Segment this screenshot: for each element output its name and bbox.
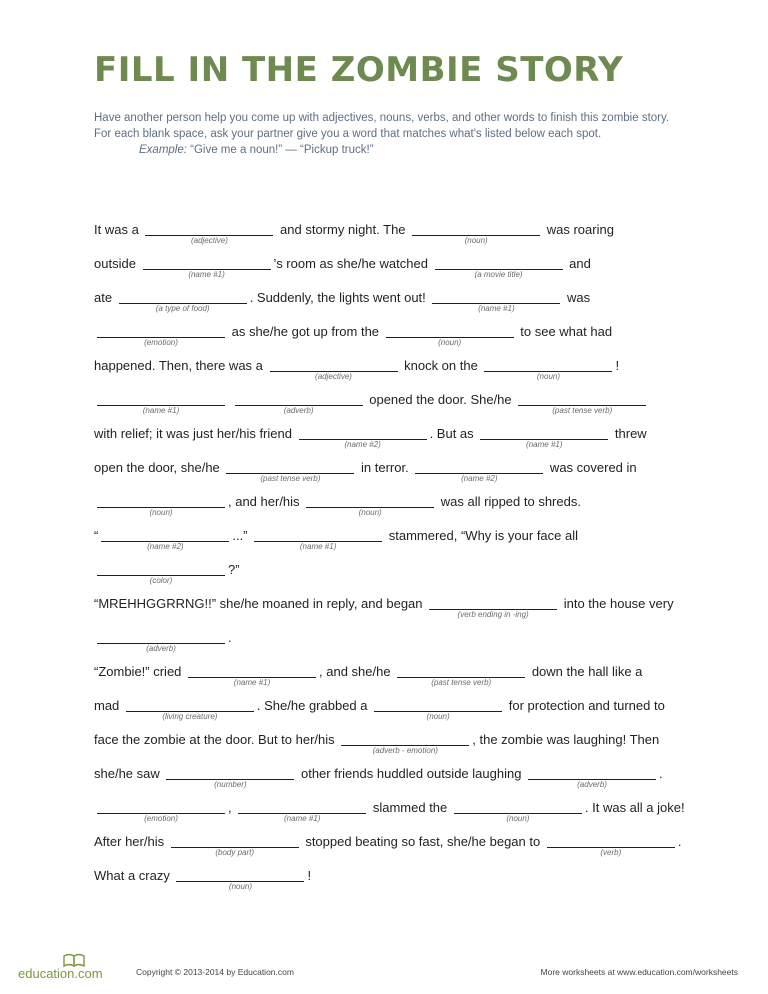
- fill-in-blank[interactable]: [176, 868, 304, 891]
- blank-hint: (noun): [149, 508, 173, 517]
- blank-hint: (name #1): [284, 814, 321, 823]
- blank-hint: (name #1): [233, 678, 271, 687]
- fill-in-blank[interactable]: [432, 290, 560, 313]
- fill-in-blank[interactable]: [299, 426, 427, 449]
- story-text: down the hall like a: [528, 664, 643, 679]
- blank-hint: (noun): [358, 508, 382, 517]
- blank-hint: (number): [214, 780, 247, 789]
- story-text: was all ripped to shreds.: [437, 494, 581, 509]
- story-text: and stormy night. The: [276, 222, 410, 237]
- story-line: [94, 834, 694, 868]
- blank-hint: (verb): [600, 848, 622, 857]
- story-text: .: [228, 630, 232, 645]
- blank-hint: (noun): [228, 882, 253, 891]
- story-line: [94, 698, 694, 732]
- story-text: was: [563, 290, 591, 305]
- fill-in-blank[interactable]: [126, 698, 254, 721]
- story-text: to see what had: [516, 324, 613, 339]
- story-text: stammered, “Why is your face all: [385, 528, 579, 543]
- fill-in-blank[interactable]: [145, 222, 273, 245]
- fill-in-blank[interactable]: [226, 460, 354, 483]
- story-line: [94, 766, 694, 800]
- fill-in-blank[interactable]: [306, 494, 434, 517]
- story-text: , and her/his: [228, 494, 304, 509]
- story-line: [94, 562, 694, 596]
- fill-in-blank[interactable]: [97, 562, 225, 585]
- story-text: other friends huddled outside laughing: [297, 766, 526, 781]
- story-text: . It was all a joke!: [584, 800, 685, 815]
- story-line: [94, 392, 694, 426]
- blank-hint: (name #1): [188, 270, 225, 279]
- fill-in-blank[interactable]: [386, 324, 514, 347]
- fill-in-blank[interactable]: [97, 324, 225, 347]
- story-text: . She/he grabbed a: [256, 698, 372, 713]
- blank-hint: (name #2): [147, 542, 184, 551]
- blank-hint: (living creature): [162, 712, 218, 721]
- story-text: “: [94, 528, 99, 543]
- blank-hint: (a type of food): [155, 304, 210, 313]
- story-line: [94, 256, 694, 290]
- story-text: opened the door. She/he: [365, 392, 516, 407]
- story-line: [94, 358, 694, 392]
- story-text: It was a: [94, 222, 143, 237]
- story-line: [94, 800, 694, 834]
- story-text: as she/he got up from the: [228, 324, 383, 339]
- instructions: [94, 110, 694, 158]
- story-text: . But as: [429, 426, 478, 441]
- blank-hint: (past tense verb): [552, 406, 613, 415]
- story-line: [94, 494, 694, 528]
- fill-in-blank[interactable]: [238, 800, 366, 823]
- story-line: [94, 290, 694, 324]
- instructions-line-2: For each blank space, ask your partner give you a word that matches what's listed below each spot.: [94, 128, 602, 140]
- story-line: [94, 324, 694, 358]
- blank-hint: (a movie title): [474, 270, 523, 279]
- story-text: and: [565, 256, 591, 271]
- blank-hint: (adverb - emotion): [372, 746, 438, 755]
- blank-hint: (noun): [438, 338, 462, 347]
- story-text: . Suddenly, the lights went out!: [249, 290, 430, 305]
- fill-in-blank[interactable]: [397, 664, 525, 687]
- story-text: ...”: [232, 528, 252, 543]
- example-label: Example:: [139, 144, 187, 156]
- story-text: threw: [611, 426, 647, 441]
- blank-hint: (emotion): [144, 338, 178, 347]
- fill-in-blank[interactable]: [235, 392, 363, 415]
- story-text: “Zombie!” cried: [94, 664, 186, 679]
- story-text: knock on the: [400, 358, 482, 373]
- fill-in-blank[interactable]: [484, 358, 612, 381]
- blank-hint: (adverb): [146, 644, 176, 653]
- fill-in-blank[interactable]: [480, 426, 608, 449]
- fill-in-blank[interactable]: [166, 766, 294, 789]
- story-line: [94, 868, 694, 902]
- blank-hint: (name #2): [461, 474, 498, 483]
- fill-in-blank[interactable]: [429, 596, 557, 619]
- story-text: stopped beating so fast, she/he began to: [301, 834, 544, 849]
- blank-hint: (noun): [536, 372, 561, 381]
- fill-in-blank[interactable]: [341, 732, 469, 755]
- story-body: [94, 222, 694, 902]
- story-text: , and she/he: [319, 664, 395, 679]
- story-text: , the zombie was laughing! Then: [472, 732, 660, 747]
- story-text: .: [659, 766, 663, 781]
- blank-hint: (adjective): [190, 236, 228, 245]
- fill-in-blank[interactable]: [171, 834, 299, 857]
- copyright: Copyright © 2013-2014 by Education.com: [136, 967, 294, 977]
- blank-hint: (emotion): [144, 814, 178, 823]
- fill-in-blank[interactable]: [119, 290, 247, 313]
- fill-in-blank[interactable]: [415, 460, 543, 483]
- blank-hint: (name #1): [526, 440, 563, 449]
- story-line: [94, 222, 694, 256]
- story-text: she/he saw: [94, 766, 164, 781]
- blank-hint: (color): [149, 576, 173, 585]
- story-text: for protection and turned to: [505, 698, 665, 713]
- story-text: !: [615, 358, 620, 373]
- instructions-line-1: Have another person help you come up with adjectives, nouns, verbs, and other words to finish this zombie story.: [94, 112, 670, 124]
- blank-hint: (body part): [215, 848, 255, 857]
- story-line: [94, 528, 694, 562]
- story-text: slammed the: [369, 800, 451, 815]
- story-text: was covered in: [546, 460, 637, 475]
- blank-hint: (past tense verb): [431, 678, 492, 687]
- story-line: [94, 664, 694, 698]
- story-text: ate: [94, 290, 116, 305]
- fill-in-blank[interactable]: [547, 834, 675, 857]
- fill-in-blank[interactable]: [101, 528, 229, 551]
- story-text: ,: [228, 800, 236, 815]
- fill-in-blank[interactable]: [518, 392, 646, 415]
- blank-hint: (noun): [506, 814, 530, 823]
- story-line: [94, 630, 694, 664]
- story-text: with relief; it was just her/his friend: [94, 426, 296, 441]
- blank-hint: (name #1): [478, 304, 515, 313]
- story-text: .: [677, 834, 682, 849]
- story-text: What a crazy: [94, 868, 174, 883]
- story-line: [94, 460, 694, 494]
- fill-in-blank[interactable]: [254, 528, 382, 551]
- page-title: FILL IN THE ZOMBIE STORY: [94, 50, 624, 90]
- blank-hint: (past tense verb): [260, 474, 321, 483]
- fill-in-blank[interactable]: [374, 698, 502, 721]
- logo-text[interactable]: education.com: [18, 966, 103, 981]
- story-text: in terror.: [357, 460, 413, 475]
- story-text: into the house very: [560, 596, 674, 611]
- blank-hint: (name #2): [344, 440, 381, 449]
- example-text: “Give me a noun!” — “Pickup truck!”: [186, 144, 374, 156]
- story-text: open the door, she/he: [94, 460, 224, 475]
- blank-hint: (adverb): [577, 780, 607, 789]
- blank-hint: (adjective): [315, 372, 352, 381]
- fill-in-blank[interactable]: [97, 494, 225, 517]
- story-text: ’s room as she/he watched: [273, 256, 432, 271]
- fill-in-blank[interactable]: [412, 222, 540, 245]
- blank-hint: (name #1): [299, 542, 337, 551]
- fill-in-blank[interactable]: [97, 800, 225, 823]
- more-worksheets-link[interactable]: More worksheets at www.education.com/worksheets: [540, 967, 738, 977]
- fill-in-blank[interactable]: [454, 800, 582, 823]
- fill-in-blank[interactable]: [188, 664, 316, 687]
- fill-in-blank[interactable]: [528, 766, 656, 789]
- story-text: !: [307, 868, 312, 883]
- blank-hint: (noun): [426, 712, 450, 721]
- story-text: “MREHHGGRRNG!!” she/he moaned in reply, and began: [94, 596, 427, 611]
- story-text: outside: [94, 256, 140, 271]
- fill-in-blank[interactable]: [143, 256, 271, 279]
- story-text: face the zombie at the door. But to her/his: [94, 732, 339, 747]
- story-line: [94, 732, 694, 766]
- story-line: [94, 596, 694, 630]
- blank-hint: (verb ending in -ing): [457, 610, 529, 619]
- blank-hint: (name #1): [142, 406, 180, 415]
- story-text: ?”: [228, 562, 240, 577]
- story-text: After her/his: [94, 834, 168, 849]
- story-text: was roaring: [543, 222, 614, 237]
- story-text: [228, 392, 232, 407]
- blank-hint: (adverb): [283, 406, 314, 415]
- fill-in-blank[interactable]: [435, 256, 563, 279]
- fill-in-blank[interactable]: [97, 630, 225, 653]
- fill-in-blank[interactable]: [97, 392, 225, 415]
- fill-in-blank[interactable]: [270, 358, 398, 381]
- story-text: happened. Then, there was a: [94, 358, 267, 373]
- blank-hint: (noun): [464, 236, 488, 245]
- example-line: [94, 142, 694, 158]
- footer: [0, 950, 768, 990]
- story-text: mad: [94, 698, 123, 713]
- story-line: [94, 426, 694, 460]
